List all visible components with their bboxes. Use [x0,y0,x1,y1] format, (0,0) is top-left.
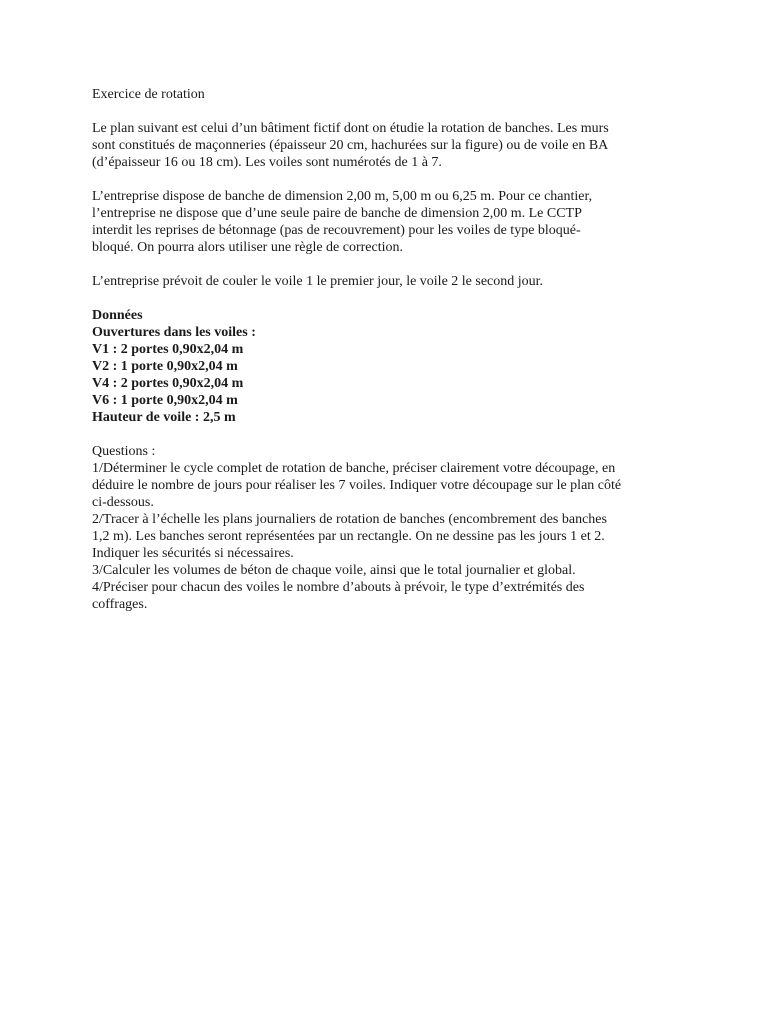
question-line: déduire le nombre de jours pour réaliser les 7 voiles. Indiquer votre découpage sur le plan côté [92,478,622,493]
question-line: 3/Calculer les volumes de béton de chaque voile, ainsi que le total journalier et global. [92,563,576,578]
document-page [92,86,690,613]
context-line: l’entreprise ne dispose que d’une seule paire de banche de dimension 2,00 m. Le CCTP [92,206,582,221]
question-line: Indiquer les sécurités si nécessaires. [92,546,294,561]
intro-line: (d’épaisseur 16 ou 18 cm). Les voiles sont numérotés de 1 à 7. [92,155,442,170]
question-line: 2/Tracer à l’échelle les plans journaliers de rotation de banches (encombrement des banches [92,512,607,527]
ouverture-item: V6 : 1 porte 0,90x2,04 m [92,393,238,408]
question-line: 4/Préciser pour chacun des voiles le nombre d’abouts à prévoir, le type d’extrémités des [92,580,585,595]
question-line: ci-dessous. [92,495,154,510]
intro-paragraph [92,120,690,171]
hauteur-voile: Hauteur de voile : 2,5 m [92,410,236,425]
ouvertures-subheading: Ouvertures dans les voiles : [92,325,256,340]
document-title: Exercice de rotation [92,87,205,102]
question-line: coffrages. [92,597,148,612]
questions-section [92,443,690,613]
ouverture-item: V2 : 1 porte 0,90x2,04 m [92,359,238,374]
context-line: interdit les reprises de bétonnage (pas de recouvrement) pour les voiles de type bloqué- [92,223,581,238]
intro-line: sont constitués de maçonneries (épaisseur 20 cm, hachurées sur la figure) ou de voile en BA [92,138,609,153]
ouverture-item: V1 : 2 portes 0,90x2,04 m [92,342,244,357]
context-line: L’entreprise dispose de banche de dimension 2,00 m, 5,00 m ou 6,25 m. Pour ce chantier, [92,189,593,204]
plan-paragraph: L’entreprise prévoit de couler le voile 1 le premier jour, le voile 2 le second jour. [92,274,544,289]
questions-heading: Questions : [92,444,156,459]
intro-line: Le plan suivant est celui d’un bâtiment fictif dont on étudie la rotation de banches. Les murs [92,121,609,136]
question-line: 1,2 m). Les banches seront représentées par un rectangle. On ne dessine pas les jours 1 et 2. [92,529,605,544]
ouverture-item: V4 : 2 portes 0,90x2,04 m [92,376,244,391]
donnees-section [92,307,690,426]
donnees-heading: Données [92,308,143,323]
question-line: 1/Déterminer le cycle complet de rotation de banche, préciser clairement votre découpage, en [92,461,616,476]
context-paragraph [92,188,690,256]
context-line: bloqué. On pourra alors utiliser une règle de correction. [92,240,404,255]
